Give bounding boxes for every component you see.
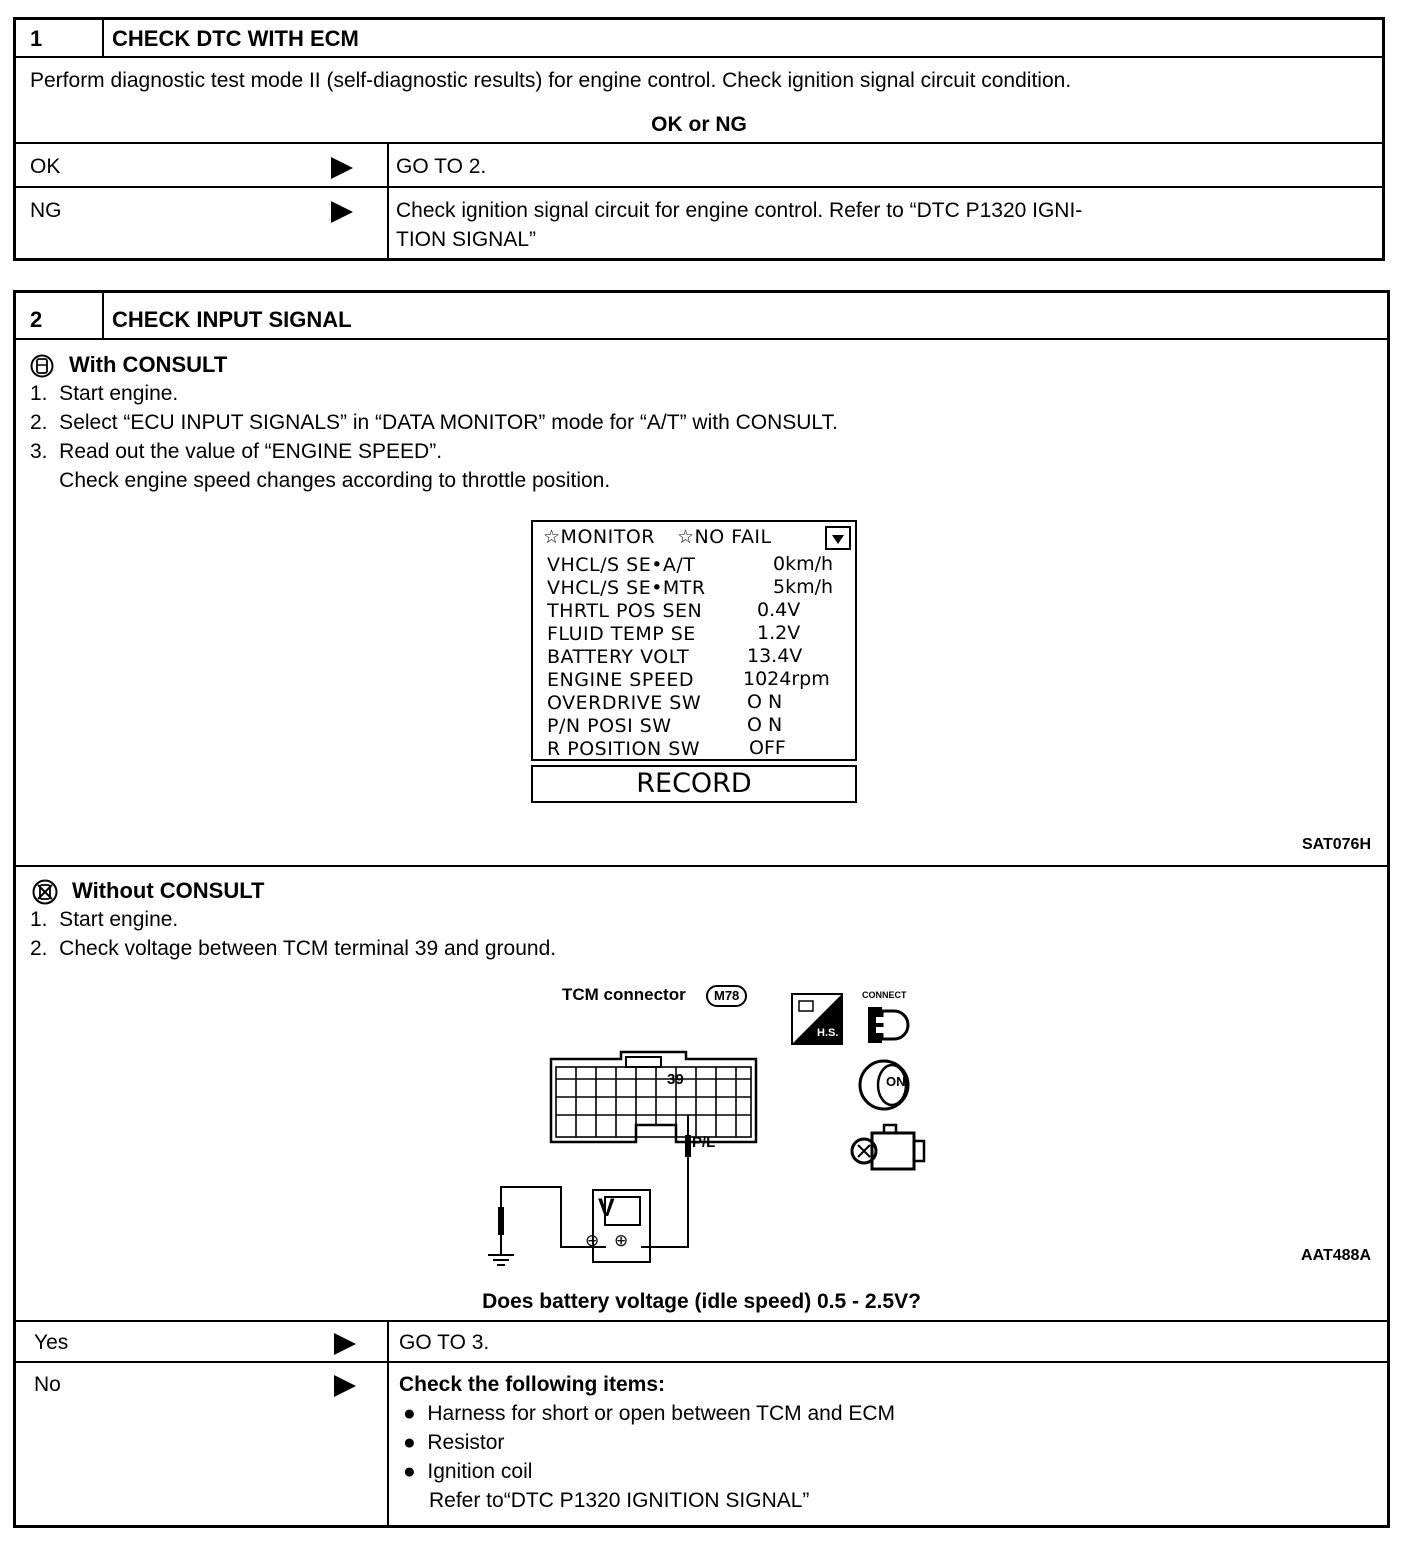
- monitor-header-left: ☆MONITOR: [543, 526, 655, 548]
- step2-header: [16, 293, 1387, 340]
- arrow-icon: [334, 1333, 356, 1355]
- hs-label: H.S.: [817, 1027, 839, 1039]
- result-row-yes: [16, 1320, 1387, 1363]
- instruction-text: Perform diagnostic test mode II (self-diagnostic results) for engine control. Check ignition signal circuit condition.: [30, 69, 1072, 92]
- without-consult-section: [16, 867, 1387, 1322]
- result-action: GO TO 3.: [399, 1331, 490, 1354]
- list-item: 1. Start engine.: [30, 908, 179, 931]
- refer-text: Refer to“DTC P1320 IGNITION SIGNAL”: [429, 1489, 810, 1512]
- disconnect-icon: [860, 1003, 910, 1047]
- record-button[interactable]: [531, 765, 857, 803]
- figure-id: AAT488A: [1301, 1247, 1371, 1264]
- monitor-row-value: 1.2V: [757, 622, 801, 644]
- wire-color-label: P/L: [692, 1134, 716, 1151]
- monitor-row-value: O N: [747, 714, 783, 736]
- result-label: NG: [30, 199, 62, 222]
- step-number: 1: [30, 26, 43, 51]
- list-item: 1. Start engine.: [30, 382, 179, 405]
- scroll-down-icon[interactable]: [825, 526, 851, 550]
- result-label: Yes: [34, 1331, 69, 1354]
- no-consult-steps: [30, 905, 556, 963]
- monitor-row-value: 0km/h: [773, 553, 834, 575]
- result-label: No: [34, 1373, 61, 1396]
- monitor-row-label: FLUID TEMP SE: [547, 623, 696, 645]
- question-text: OK or NG: [651, 113, 747, 136]
- result-row-ng: [16, 188, 1382, 261]
- harness-side-icon: [791, 993, 843, 1045]
- step1-box: [13, 17, 1385, 261]
- monitor-header-right: ☆NO FAIL: [677, 526, 772, 548]
- bullet-text: Harness for short or open between TCM and ECM: [427, 1402, 896, 1425]
- connector-label: [562, 985, 686, 1005]
- list-item: ● Harness for short or open between TCM and ECM: [403, 1402, 896, 1425]
- connector-id-badge: M78: [706, 985, 747, 1007]
- monitor-row-value: 0.4V: [757, 599, 801, 621]
- monitor-row-label: THRTL POS SEN: [547, 600, 703, 622]
- arrow-icon: [331, 201, 353, 223]
- connect-label: CONNECT: [862, 990, 907, 1000]
- list-item: 2. Select “ECU INPUT SIGNALS” in “DATA MONITOR” mode for “A/T” with CONSULT.: [30, 411, 838, 434]
- monitor-row-label: VHCL/S SE•MTR: [547, 577, 706, 599]
- list-item: 3. Read out the value of “ENGINE SPEED”.: [30, 440, 443, 463]
- monitor-row-value: 5km/h: [773, 576, 834, 598]
- result-row-ok: [16, 144, 1382, 188]
- monitor-row-label: BATTERY VOLT: [547, 646, 690, 668]
- with-consult-heading: With CONSULT: [69, 352, 228, 377]
- list-item: Check engine speed changes according to throttle position.: [30, 469, 611, 492]
- ignition-on-label: ON: [886, 1074, 906, 1089]
- list-item: ● Ignition coil: [403, 1460, 533, 1483]
- terminal-number: 39: [667, 1071, 684, 1088]
- monitor-row-label: P/N POSI SW: [547, 715, 672, 737]
- monitor-row-value: OFF: [749, 737, 786, 759]
- no-consult-icon: [32, 879, 58, 905]
- monitor-row-value: O N: [747, 691, 783, 713]
- step-number: 2: [30, 307, 43, 332]
- check-heading: Check the following items:: [399, 1373, 666, 1396]
- connector-label-text: TCM connector: [562, 985, 686, 1004]
- step-title: CHECK DTC WITH ECM: [112, 26, 359, 51]
- minus-terminal-icon: ⊖: [585, 1231, 600, 1250]
- monitor-mode-label: MONITOR: [560, 526, 655, 548]
- record-label: RECORD: [636, 768, 752, 799]
- monitor-row-label: R POSITION SW: [547, 738, 701, 760]
- step2-box: [13, 290, 1390, 1528]
- result-action-line1: Check ignition signal circuit for engine control. Refer to “DTC P1320 IGNI-: [396, 199, 1083, 222]
- monitor-status-label: NO FAIL: [694, 526, 772, 548]
- result-label: OK: [30, 155, 61, 178]
- result-action: GO TO 2.: [396, 155, 487, 178]
- with-consult-section: [16, 340, 1387, 867]
- monitor-row-label: VHCL/S SE•A/T: [547, 554, 696, 576]
- step1-header: [16, 20, 1382, 58]
- plus-terminal-icon: ⊕: [614, 1231, 629, 1250]
- consult-steps: [30, 379, 838, 495]
- step-title: CHECK INPUT SIGNAL: [112, 307, 352, 332]
- arrow-icon: [331, 157, 353, 179]
- list-item: ● Resistor: [403, 1431, 505, 1454]
- monitor-row-value: 1024rpm: [743, 668, 830, 690]
- arrow-icon: [334, 1375, 356, 1397]
- monitor-row-value: 13.4V: [747, 645, 803, 667]
- result-action-line2: TION SIGNAL”: [396, 228, 537, 251]
- bullet-text: Resistor: [427, 1431, 505, 1454]
- monitor-row-label: OVERDRIVE SW: [547, 692, 702, 714]
- question-text: Does battery voltage (idle speed) 0.5 - 2.5V?: [482, 1290, 921, 1313]
- monitor-row-label: ENGINE SPEED: [547, 669, 694, 691]
- voltmeter-label: V: [598, 1194, 615, 1222]
- figure-id: SAT076H: [1301, 836, 1371, 853]
- bullet-text: Ignition coil: [427, 1460, 533, 1483]
- without-consult-heading: Without CONSULT: [72, 878, 265, 903]
- data-monitor-screen: [531, 520, 857, 761]
- consult-icon: [30, 354, 54, 378]
- list-item: 2. Check voltage between TCM terminal 39 and ground.: [30, 937, 557, 960]
- step1-instruction-row: [16, 58, 1382, 144]
- engine-running-icon: [844, 1123, 930, 1183]
- result-row-no: [16, 1363, 1387, 1528]
